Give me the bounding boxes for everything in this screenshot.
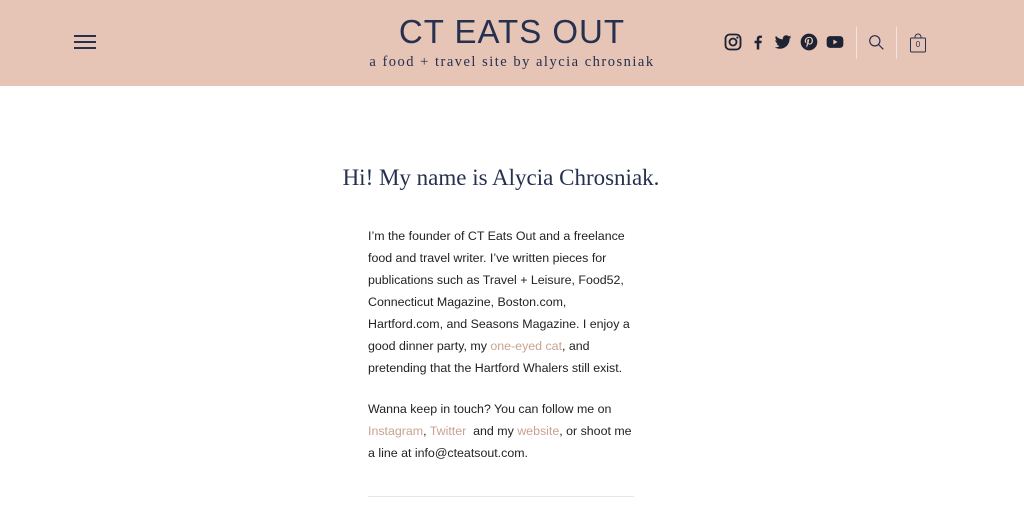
pinterest-icon[interactable]: [799, 32, 819, 52]
main-content: [0, 86, 1024, 529]
header-divider: [896, 27, 897, 59]
site-tagline: a food + travel site by alycia chrosniak: [369, 54, 655, 70]
header-divider: [856, 27, 857, 59]
contact-text-3: , or shoot me a line at info@cteatsout.com.: [368, 424, 632, 460]
contact-text-2: and my: [466, 424, 518, 438]
bio-text-1: I’m the founder of CT Eats Out and a freelance food and travel writer. I’ve written pieces for publications such as Travel + Leisure, Food52, Connecticut Magazine, Boston.com, Hartford.com, and Seasons Magazine. I enjoy a good dinner party, my: [368, 229, 630, 353]
site-brand[interactable]: [312, 12, 712, 71]
one-eyed-cat-link[interactable]: one-eyed cat: [490, 339, 563, 353]
twitter-link[interactable]: Twitter: [429, 424, 467, 438]
site-header: [0, 0, 1024, 86]
facebook-icon[interactable]: [748, 32, 768, 52]
twitter-icon[interactable]: [773, 32, 793, 52]
search-icon[interactable]: [868, 34, 885, 51]
site-title[interactable]: CT EATS OUT: [398, 13, 626, 50]
content-divider: [368, 496, 634, 497]
contact-separator: ,: [423, 424, 430, 438]
instagram-link[interactable]: Instagram: [368, 424, 424, 438]
bio-text: [368, 225, 634, 464]
cart-count: 0: [915, 40, 921, 49]
contact-text-1: Wanna keep in touch? You can follow me on: [368, 402, 612, 416]
bio-paragraph-1: [368, 225, 634, 379]
hamburger-menu-icon[interactable]: [74, 33, 96, 51]
bio-text-2: , and pretending that the Hartford Whalers still exist.: [368, 339, 623, 375]
page-heading: Hi! My name is Alycia Chrosniak.: [342, 165, 660, 190]
instagram-icon[interactable]: [723, 32, 743, 52]
cart-icon[interactable]: [909, 33, 927, 53]
website-link[interactable]: website: [517, 424, 560, 438]
youtube-icon[interactable]: [825, 32, 845, 52]
bio-paragraph-2: [368, 398, 634, 464]
